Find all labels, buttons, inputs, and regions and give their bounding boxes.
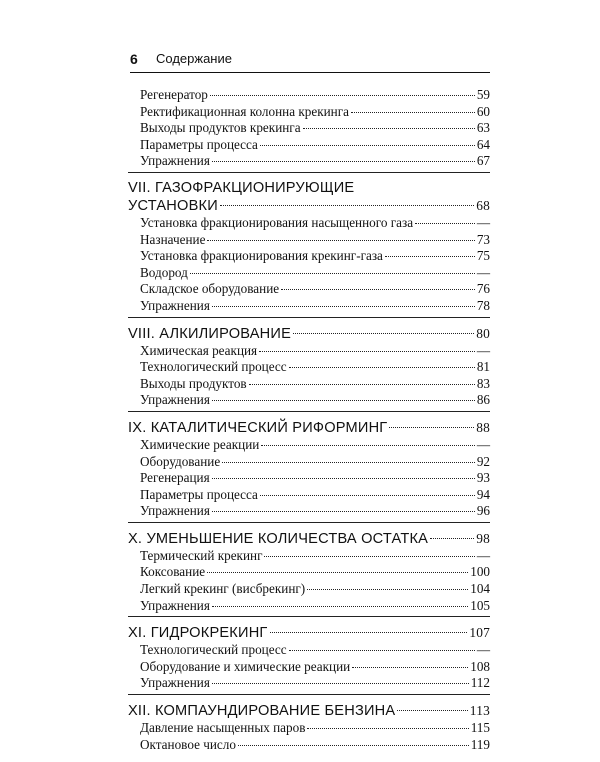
entry-page: —: [476, 214, 490, 230]
entry-title: Назначение: [140, 231, 206, 247]
entry-page: 115: [470, 720, 490, 736]
entry-title: Упражнения: [140, 503, 210, 519]
dot-leader: [264, 555, 474, 557]
chapter-heading[interactable]: [128, 530, 490, 548]
toc-entry[interactable]: [128, 720, 490, 737]
dot-leader: [190, 272, 475, 274]
table-of-contents: [128, 87, 490, 762]
dot-leader: [249, 383, 475, 385]
dot-leader: [385, 255, 475, 257]
dot-leader: [222, 461, 475, 463]
page-header: [130, 46, 490, 73]
entry-page: 59: [476, 87, 490, 102]
chapter-title: УСТАНОВКИ: [128, 197, 218, 214]
entry-page: 83: [476, 375, 490, 391]
toc-entry[interactable]: [128, 659, 490, 676]
dot-leader: [270, 631, 468, 633]
entry-title: Упражнения: [140, 597, 210, 613]
toc-chapter-10: [128, 530, 490, 617]
dot-leader: [207, 239, 474, 241]
toc-entry[interactable]: [128, 248, 490, 265]
entry-page: —: [476, 547, 490, 563]
toc-entry[interactable]: [128, 87, 490, 104]
entry-page: 67: [476, 153, 490, 169]
toc-entry[interactable]: [128, 548, 490, 565]
dot-leader: [212, 477, 475, 479]
chapter-page: 88: [476, 419, 490, 435]
entry-title: Регенератор: [140, 87, 208, 102]
entry-title: Легкий крекинг (висбрекинг): [140, 581, 306, 597]
entry-page: —: [476, 642, 490, 658]
chapter-heading[interactable]: [128, 419, 490, 437]
toc-entry[interactable]: [128, 376, 490, 393]
chapter-title: XII. КОМПАУНДИРОВАНИЕ БЕНЗИНА: [128, 703, 396, 720]
toc-chapter-11: [128, 624, 490, 695]
entry-page: 119: [470, 736, 490, 752]
entry-title: Выходы продуктов крекинга: [140, 120, 301, 136]
dot-leader: [220, 204, 474, 206]
toc-entry[interactable]: [128, 215, 490, 232]
dot-leader: [212, 160, 475, 162]
toc-entry[interactable]: [128, 281, 490, 298]
toc-entry[interactable]: [128, 232, 490, 249]
toc-entry[interactable]: [128, 343, 490, 360]
toc-entry[interactable]: [128, 120, 490, 137]
entry-title: Параметры процесса: [140, 486, 258, 502]
entry-title: Регенерация: [140, 470, 210, 486]
toc-entry[interactable]: [128, 454, 490, 471]
dot-leader: [389, 426, 474, 428]
toc-entry[interactable]: [128, 581, 490, 598]
entry-title: Ректификационная колонна крекинга: [140, 103, 350, 119]
entry-page: 100: [470, 564, 490, 580]
chapter-title: VIII. АЛКИЛИРОВАНИЕ: [128, 325, 292, 342]
entry-page: 108: [470, 658, 490, 674]
entry-title: Упражнения: [140, 392, 210, 408]
chapter-page: 68: [476, 197, 490, 213]
dot-leader: [303, 127, 475, 129]
toc-entry[interactable]: [128, 737, 490, 754]
entry-title: Давление насыщенных паров: [140, 720, 306, 736]
entry-page: 112: [470, 675, 490, 691]
toc-entry[interactable]: [128, 503, 490, 520]
entry-page: 92: [476, 453, 490, 469]
dot-leader: [238, 744, 469, 746]
entry-title: Термический крекинг: [140, 547, 263, 563]
toc-entry[interactable]: [128, 392, 490, 409]
chapter-heading[interactable]: [128, 325, 490, 343]
page-number: 6: [130, 51, 138, 67]
dot-leader: [289, 649, 475, 651]
entry-page: 75: [476, 248, 490, 264]
toc-chapter-7: [128, 180, 490, 318]
entry-title: Октановое число: [140, 736, 236, 752]
dot-leader: [260, 494, 475, 496]
entry-title: Параметры процесса: [140, 136, 258, 152]
entry-title: Оборудование: [140, 453, 221, 469]
toc-entry[interactable]: [128, 642, 490, 659]
chapter-title-line1[interactable]: VII. ГАЗОФРАКЦИОНИРУЮЩИЕ: [128, 179, 355, 196]
toc-entry[interactable]: [128, 598, 490, 615]
toc-entry[interactable]: [128, 265, 490, 282]
dot-leader: [212, 305, 475, 307]
dot-leader: [307, 588, 468, 590]
entry-page: 104: [470, 581, 490, 597]
entry-title: Технологический процесс: [140, 359, 287, 375]
dot-leader: [212, 510, 475, 512]
toc-entry[interactable]: [128, 153, 490, 170]
entry-title: Выходы продуктов: [140, 375, 247, 391]
toc-entry[interactable]: [128, 137, 490, 154]
dot-leader: [212, 682, 469, 684]
chapter-title: IX. КАТАЛИТИЧЕСКИЙ РИФОРМИНГ: [128, 419, 388, 436]
chapter-heading[interactable]: [128, 624, 490, 642]
dot-leader: [261, 444, 475, 446]
entry-page: 78: [476, 297, 490, 313]
entry-page: 105: [470, 597, 490, 613]
dot-leader: [352, 666, 468, 668]
entry-title: Установка фракционирования крекинг-газа: [140, 248, 383, 264]
entry-page: 73: [476, 231, 490, 247]
dot-leader: [259, 350, 475, 352]
entry-page: 76: [476, 281, 490, 297]
entry-page: 63: [476, 120, 490, 136]
entry-page: 81: [476, 359, 490, 375]
toc-entry[interactable]: [128, 487, 490, 504]
chapter-page: 80: [476, 325, 490, 341]
toc-entry[interactable]: [128, 437, 490, 454]
dot-leader: [293, 332, 474, 334]
toc-entry[interactable]: [128, 470, 490, 487]
chapter-title: X. УМЕНЬШЕНИЕ КОЛИЧЕСТВА ОСТАТКА: [128, 530, 429, 547]
dot-leader: [397, 709, 467, 711]
entry-page: 86: [476, 392, 490, 408]
entry-page: 94: [476, 486, 490, 502]
entry-title: Установка фракционирования насыщенного газа: [140, 214, 414, 230]
dot-leader: [212, 399, 475, 401]
dot-leader: [289, 366, 475, 368]
entry-title: Технологический процесс: [140, 642, 287, 658]
entry-page: 64: [476, 136, 490, 152]
entry-title: Коксование: [140, 564, 206, 580]
toc-section-continued: [128, 87, 490, 173]
dot-leader: [210, 94, 475, 96]
toc-entry[interactable]: [128, 359, 490, 376]
dot-leader: [307, 727, 468, 729]
dot-leader: [260, 144, 475, 146]
dot-leader: [351, 111, 475, 113]
dot-leader: [281, 288, 475, 290]
entry-title: Оборудование и химические реакции: [140, 658, 351, 674]
chapter-heading[interactable]: [128, 197, 490, 215]
toc-entry[interactable]: [128, 675, 490, 692]
chapter-page: 107: [469, 625, 490, 641]
entry-title: Упражнения: [140, 153, 210, 169]
toc-chapter-9: [128, 419, 490, 523]
chapter-page: 98: [476, 530, 490, 546]
dot-leader: [415, 222, 475, 224]
entry-title: Складское оборудование: [140, 281, 280, 297]
toc-entry[interactable]: [128, 104, 490, 121]
entry-page: 60: [476, 103, 490, 119]
toc-entry[interactable]: [128, 298, 490, 315]
entry-page: —: [476, 342, 490, 358]
toc-chapter-12: [128, 702, 490, 755]
toc-entry[interactable]: [128, 564, 490, 581]
entry-title: Упражнения: [140, 675, 210, 691]
dot-leader: [430, 537, 474, 539]
entry-page: —: [476, 436, 490, 452]
entry-page: 93: [476, 470, 490, 486]
chapter-title: XI. ГИДРОКРЕКИНГ: [128, 625, 268, 642]
running-head: Содержание: [156, 51, 232, 66]
dot-leader: [212, 605, 468, 607]
entry-title: Химическая реакция: [140, 342, 258, 358]
entry-page: —: [476, 264, 490, 280]
dot-leader: [207, 571, 468, 573]
toc-chapter-8: [128, 325, 490, 412]
entry-title: Водород: [140, 264, 188, 280]
chapter-page: 113: [469, 703, 490, 719]
entry-title: Упражнения: [140, 297, 210, 313]
entry-title: Химические реакции: [140, 436, 260, 452]
chapter-heading[interactable]: [128, 702, 490, 720]
entry-page: 96: [476, 503, 490, 519]
